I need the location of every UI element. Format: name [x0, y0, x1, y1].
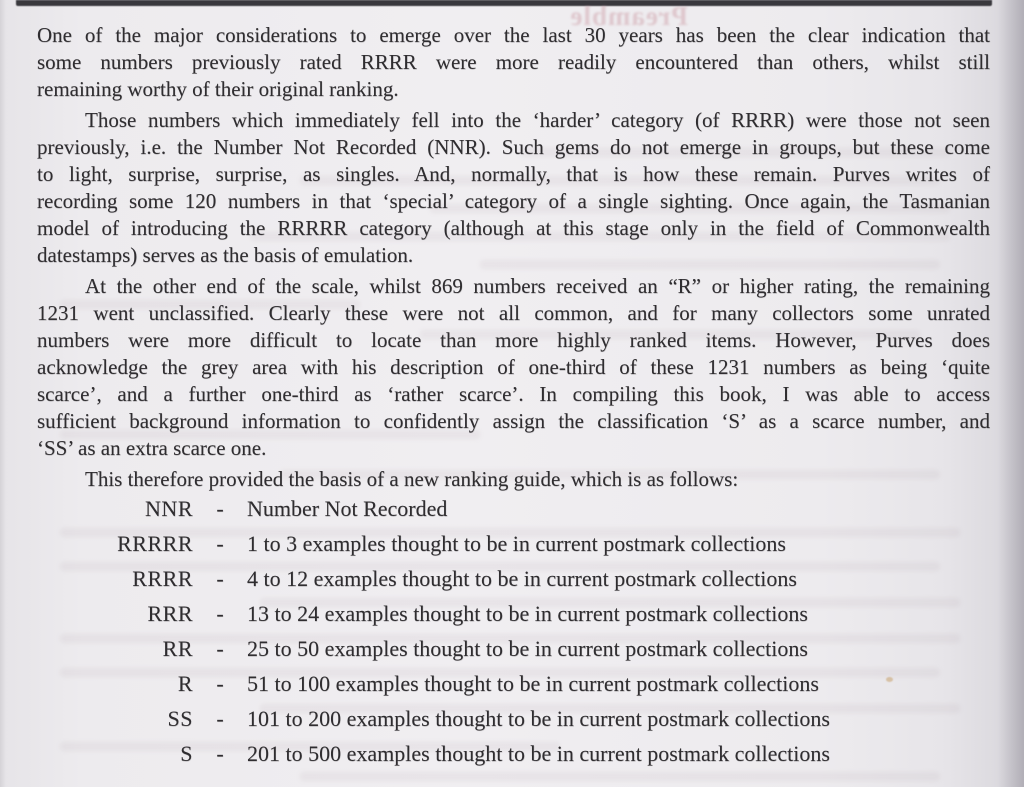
- ranking-separator: -: [216, 566, 224, 591]
- ranking-code: RRRR: [132, 566, 193, 591]
- ranking-row: [37, 672, 990, 696]
- ranking-separator: -: [216, 636, 224, 661]
- ranking-description: Number Not Recorded: [247, 496, 448, 521]
- ranking-separator: -: [216, 496, 224, 521]
- text-line: acknowledge the grey area with his description of one-third of these 1231 numbers as being ‘quite: [37, 355, 990, 379]
- ranking-separator: -: [216, 706, 224, 731]
- text-line: model of introducing the RRRRR category (although at this stage only in the field of Commonwealth: [37, 216, 990, 240]
- ranking-row: [37, 602, 990, 626]
- paragraph: [37, 466, 990, 493]
- text-line: numbers were more difficult to locate than more highly ranked items. However, Purves does: [37, 328, 990, 352]
- text-line: datestamps) serves as the basis of emulation.: [37, 243, 414, 267]
- scan-top-edge: [16, 0, 992, 6]
- ranking-separator: -: [216, 741, 224, 766]
- ranking-separator: -: [216, 671, 224, 696]
- page-left-shadow: [0, 0, 6, 787]
- ranking-code: R: [177, 671, 193, 696]
- ranking-description: 101 to 200 examples thought to be in current postmark collections: [247, 706, 830, 731]
- paragraph: [37, 273, 990, 462]
- ranking-row: [37, 567, 990, 591]
- ranking-code: RRRRR: [117, 531, 193, 556]
- ranking-description: 4 to 12 examples thought to be in current postmark collections: [247, 566, 797, 591]
- ranking-description: 25 to 50 examples thought to be in current postmark collections: [247, 636, 808, 661]
- text-line: to light, surprise, surprise, as singles. And, normally, that is how these remain. Purves writes of: [37, 162, 990, 186]
- ranking-row: [37, 637, 990, 661]
- text-line: 1231 went unclassified. Clearly these were not all common, and for many collectors some unrated: [37, 301, 990, 325]
- paragraph: [37, 107, 990, 269]
- ranking-code: SS: [167, 706, 193, 731]
- paragraph: [37, 22, 990, 103]
- text-line: One of the major considerations to emerge over the last 30 years has been the clear indication that: [37, 23, 990, 47]
- text-line: recording some 120 numbers in that ‘special’ category of a single sighting. Once again, the Tasmanian: [37, 189, 990, 213]
- ranking-code: S: [180, 741, 193, 766]
- ranking-row: [37, 742, 990, 766]
- paragraphs: [37, 22, 990, 497]
- ranking-description: 201 to 500 examples thought to be in current postmark collections: [247, 741, 830, 766]
- text-line: scarce’, and a further one-third as ‘rather scarce’. In compiling this book, I was able to access: [37, 382, 990, 406]
- text-line: ‘SS’ as an extra scarce one.: [37, 436, 267, 460]
- ranking-separator: -: [216, 601, 224, 626]
- ranking-code: RRR: [147, 601, 193, 626]
- ranking-row: [37, 707, 990, 731]
- ranking-row: [37, 497, 990, 521]
- bleedthrough-heading: Preamble: [569, 1, 688, 31]
- text-line: At the other end of the scale, whilst 869 numbers received an “R” or higher rating, the remaining: [85, 274, 990, 298]
- ranking-code: RR: [162, 636, 193, 661]
- text-line: previously, i.e. the Number Not Recorded (NNR). Such gems do not emerge in groups, but these come: [37, 135, 990, 159]
- ranking-description: 51 to 100 examples thought to be in current postmark collections: [247, 671, 819, 696]
- page-binding-shadow: [998, 0, 1024, 787]
- text-line: Those numbers which immediately fell into the ‘harder’ category (of RRRR) were those not seen: [85, 108, 990, 132]
- ranking-code: NNR: [145, 496, 193, 521]
- text-line: sufficient background information to confidently assign the classification ‘S’ as a scarce number, and: [37, 409, 990, 433]
- ranking-description: 1 to 3 examples thought to be in current postmark collections: [247, 531, 786, 556]
- text-line: some numbers previously rated RRRR were more readily encountered than others, whilst still: [37, 50, 990, 74]
- ranking-row: [37, 532, 990, 556]
- ranking-separator: -: [216, 531, 224, 556]
- ranking-guide-list: [37, 497, 990, 777]
- text-line: remaining worthy of their original ranking.: [37, 77, 399, 101]
- ranking-description: 13 to 24 examples thought to be in current postmark collections: [247, 601, 808, 626]
- text-line: This therefore provided the basis of a new ranking guide, which is as follows:: [85, 467, 739, 491]
